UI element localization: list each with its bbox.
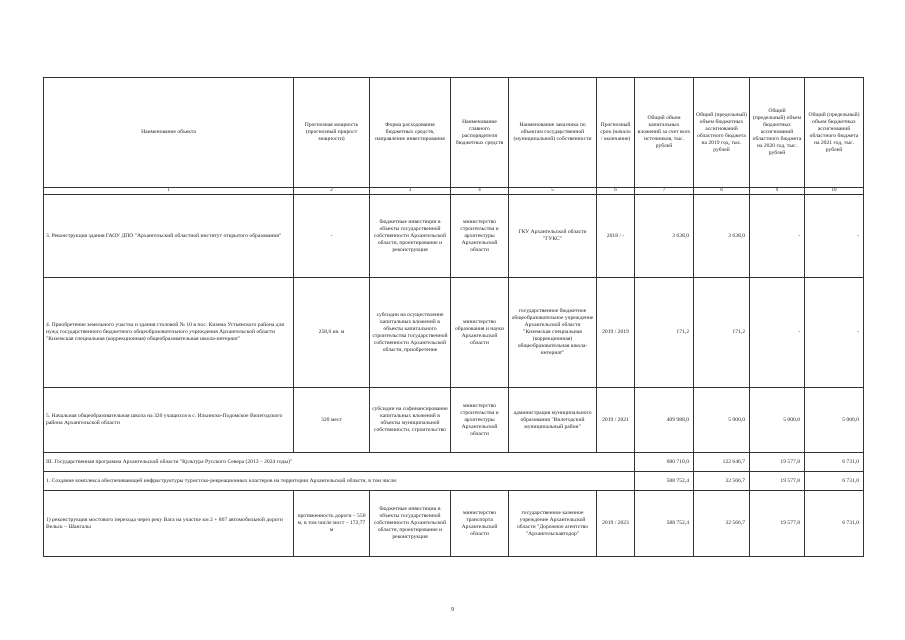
header-cell: Общий (предельный) объем бюджетных ассигнований областного бюджета на 2019 год, тыс. рублей bbox=[694, 78, 750, 188]
customer-cell: ГКУ Архангельской области "ГУКС" bbox=[509, 195, 597, 278]
table-row bbox=[44, 388, 864, 453]
total-cell: 588 752,4 bbox=[635, 472, 694, 491]
capacity-cell: 258,6 кв. м bbox=[294, 278, 370, 388]
customer-cell: государственное казенное учреждение Архангельской области "Дорожное агентство "Архангельскавтодор" bbox=[509, 491, 597, 557]
manager-cell: министерство строительства и архитектуры Архангельской области bbox=[451, 388, 509, 453]
budget-2021-cell: 6 731,0 bbox=[805, 472, 864, 491]
header-cell: Общий (предельный) объем бюджетных ассигнований областного бюджета на 2020 год, тыс. рублей bbox=[750, 78, 805, 188]
total-cell: 409 988,0 bbox=[635, 388, 694, 453]
column-number-row bbox=[44, 188, 864, 195]
object-name-cell: 3. Реконструкция здания ГАОУ ДПО "Архангельский областной институт открытого образования" bbox=[44, 195, 294, 278]
budget-2020-cell: 19 577,8 bbox=[750, 453, 805, 472]
column-number: 3 bbox=[370, 188, 451, 195]
column-number: 6 bbox=[597, 188, 635, 195]
column-number: 4 bbox=[451, 188, 509, 195]
capacity-cell: - bbox=[294, 195, 370, 278]
customer-cell: администрация муниципального образования "Вилегодский муниципальный район" bbox=[509, 388, 597, 453]
budget-2019-cell: 122 646,7 bbox=[694, 453, 750, 472]
header-cell: Наименование заказчика по объектам государственной (муниципальной) собственности bbox=[509, 78, 597, 188]
column-number: 9 bbox=[750, 188, 805, 195]
spending-form-cell: субсидии на осуществление капитальных вложений в объекты капитального строительства государственной собственности Архангельской области, приобретение bbox=[370, 278, 451, 388]
manager-cell: министерство образования и науки Архангельской области bbox=[451, 278, 509, 388]
header-cell: Прогнозный срок (начало / окончание) bbox=[597, 78, 635, 188]
table-row bbox=[44, 491, 864, 557]
header-cell: Наименование объекта bbox=[44, 78, 294, 188]
term-cell: 2019 / 2021 bbox=[597, 388, 635, 453]
total-cell: 680 710,0 bbox=[635, 453, 694, 472]
section-row bbox=[44, 453, 864, 472]
spending-form-cell: бюджетные инвестиции в объекты государственной собственности Архангельской области, проектирование и реконструкция bbox=[370, 491, 451, 557]
header-cell: Прогнозная мощность (прогнозный прирост мощности) bbox=[294, 78, 370, 188]
total-cell: 171,2 bbox=[635, 278, 694, 388]
budget-2020-cell: 5 000,0 bbox=[750, 388, 805, 453]
budget-2019-cell: 3 638,0 bbox=[694, 195, 750, 278]
investment-table bbox=[43, 77, 864, 557]
budget-2019-cell: 171,2 bbox=[694, 278, 750, 388]
budget-2020-cell: - bbox=[750, 278, 805, 388]
budget-2019-cell: 32 566,7 bbox=[694, 472, 750, 491]
object-name-cell: 1) реконструкция мостового перехода через реку Вага на участке км 2 + 867 автомобильной дороги Вельск – Шангалы bbox=[44, 491, 294, 557]
header-cell: Форма расходования бюджетных средств, направление инвестирования bbox=[370, 78, 451, 188]
budget-2020-cell: 19 577,8 bbox=[750, 472, 805, 491]
section-title: III. Государственная программа Архангельской области "Культура Русского Севера (2013 – 2024 годы)" bbox=[44, 453, 635, 472]
header-cell: Общий (предельный) объем бюджетных ассигнований областного бюджета на 2021 год, тыс. рублей bbox=[805, 78, 864, 188]
column-number: 1 bbox=[44, 188, 294, 195]
budget-2020-cell: 19 577,8 bbox=[750, 491, 805, 557]
budget-2021-cell: 6 731,0 bbox=[805, 453, 864, 472]
header-cell: Общий объем капитальных вложений за счет всех источников, тыс. рублей bbox=[635, 78, 694, 188]
budget-2021-cell: 6 731,0 bbox=[805, 491, 864, 557]
spending-form-cell: субсидии на софинансирование капитальных вложений в объекты муниципальной собственности, строительство bbox=[370, 388, 451, 453]
budget-2021-cell: - bbox=[805, 195, 864, 278]
column-number: 7 bbox=[635, 188, 694, 195]
header-row bbox=[44, 78, 864, 188]
term-cell: 2019 / 2023 bbox=[597, 491, 635, 557]
page-number: 9 bbox=[451, 607, 454, 613]
budget-2021-cell: - bbox=[805, 278, 864, 388]
term-cell: 2019 / 2019 bbox=[597, 278, 635, 388]
budget-2021-cell: 5 000,0 bbox=[805, 388, 864, 453]
capacity-cell: протяженность дороги – 550 м, в том числе мост – 172,77 м bbox=[294, 491, 370, 557]
column-number: 5 bbox=[509, 188, 597, 195]
column-number: 8 bbox=[694, 188, 750, 195]
object-name-cell: 4. Приобретение земельного участка и здания столовой № 10 в пос. Кизема Устьянского района для нужд государственного бюджетного общеобразовательного учреждения Архангельской области "Киземская специальная (коррекционная) общеобразовательная школа-интернат" bbox=[44, 278, 294, 388]
table-row bbox=[44, 195, 864, 278]
spending-form-cell: бюджетные инвестиции в объекты государственной собственности Архангельской области, проектирование и реконструкция bbox=[370, 195, 451, 278]
total-cell: 3 638,0 bbox=[635, 195, 694, 278]
object-name-cell: 5. Начальная общеобразовательная школа на 320 учащихся в с. Ильинско-Подомское Вилегодского района Архангельской области bbox=[44, 388, 294, 453]
table-row bbox=[44, 278, 864, 388]
section-title: 1. Создание комплекса обеспечивающей инфраструктуры туристско-рекреационных кластеров на территории Архангельской области, в том числе: bbox=[44, 472, 635, 491]
manager-cell: министерство строительства и архитектуры Архангельской области bbox=[451, 195, 509, 278]
capacity-cell: 320 мест bbox=[294, 388, 370, 453]
budget-2019-cell: 5 000,0 bbox=[694, 388, 750, 453]
term-cell: 2018 / - bbox=[597, 195, 635, 278]
column-number: 2 bbox=[294, 188, 370, 195]
header-cell: Наименование главного распорядителя бюджетных средств bbox=[451, 78, 509, 188]
section-row bbox=[44, 472, 864, 491]
column-number: 10 bbox=[805, 188, 864, 195]
budget-2020-cell: - bbox=[750, 195, 805, 278]
total-cell: 588 752,4 bbox=[635, 491, 694, 557]
customer-cell: государственное бюджетное общеобразовательное учреждение Архангельской области "Киземская специальная (коррекционная) общеобразовательная школа-интернат" bbox=[509, 278, 597, 388]
manager-cell: министерство транспорта Архангельской области bbox=[451, 491, 509, 557]
budget-2019-cell: 32 566,7 bbox=[694, 491, 750, 557]
